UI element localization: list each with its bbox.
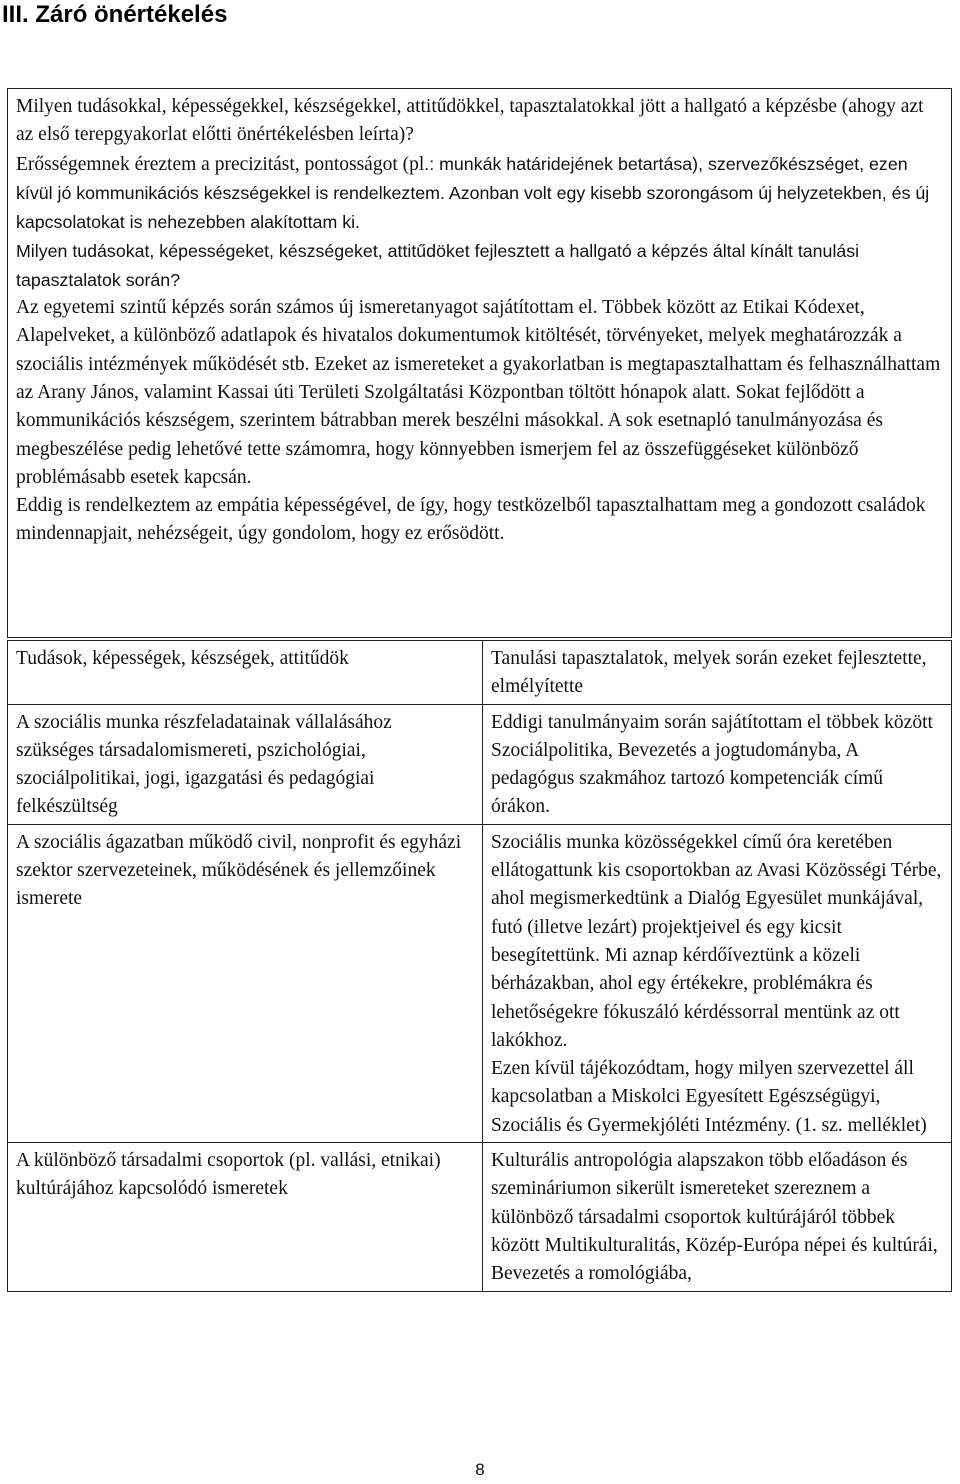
section-title: III. Záró önértékelés <box>2 1 228 28</box>
row-2-left: A szociális ágazatban működő civil, nonprofit és egyházi szektor szervezeteinek, működésének és jellemzőinek ismerete <box>8 824 483 1142</box>
header-left: Tudások, képességek, készségek, attitűdök <box>8 641 483 705</box>
row-1-right: Eddigi tanulmányaim során sajátítottam el többek között Szociálpolitika, Bevezetés a jogtudományba, A pedagógus szakmához tartozó kompetenciák című órákon. <box>483 704 952 824</box>
answer-1 <box>16 150 943 238</box>
row-2-right-para-1: Szociális munka közösségekkel című óra keretében ellátogattunk kis csoportokban az Avasi Közösségi Térbe, ahol megismerkedtünk a Dialóg Egyesület munkájával, futó (illetve lezárt) projektjeivel és egy kicsit besegítettünk. Mi aznap kérdőíveztünk a közeli bérházakban, ahol egy értékekre, problémákra és lehetőségekre fókuszáló kérdéssorral mentünk az ott lakókhoz. <box>491 831 942 1051</box>
table-row <box>8 704 952 824</box>
self-assessment-box <box>7 88 952 638</box>
competency-table <box>7 640 952 1292</box>
question-1: Milyen tudásokkal, képességekkel, készségekkel, attitűdökkel, tapasztalatokkal jött a hallgató a képzésbe (ahogy azt az első terepgyakorlat előtti önértékelésben leírta)? <box>16 96 924 146</box>
row-2-right-para-2: Ezen kívül tájékozódtam, hogy milyen szervezettel áll kapcsolatban a Miskolci Egyesített Egészségügyi, Szociális és Gyermekjóléti Intézmény. (1. sz. melléklet) <box>491 1058 927 1136</box>
table-row <box>8 1143 952 1291</box>
question-2: Milyen tudásokat, képességeket, készségeket, attitűdöket fejlesztett a hallgató a képzés által kínált tanulási tapasztalatok során? <box>16 241 860 290</box>
row-3-right: Kulturális antropológia alapszakon több előadáson és szemináriumon sikerült ismereteket szereznem a különböző társadalmi csoportok kultúrájáról többek között Multikulturalitás, Közép-Európa népei és kultúrái, Bevezetés a romológiába, <box>483 1143 952 1291</box>
table-row <box>8 824 952 1142</box>
header-right: Tanulási tapasztalatok, melyek során ezeket fejlesztette, elmélyítette <box>483 641 952 705</box>
answer-1-part-2: .: munkák határidejének betartása), szervezőkészséget, ezen kívül jó kommunikációs készségekkel is rendelkeztem. Azonban volt egy kisebb szorongásom új helyzetekben, és új kapcsolatokat is nehezebben alakítottam ki. <box>16 153 930 233</box>
page-number: 8 <box>475 1460 485 1479</box>
answer-1-part-1: Erősségemnek éreztem a precizitást, pontosságot (pl <box>16 153 425 175</box>
row-1-left: A szociális munka részfeladatainak vállalásához szükséges társadalomismereti, pszichológiai, szociálpolitikai, jogi, igazgatási és pedagógiai felkészültség <box>8 704 483 824</box>
table-header-row <box>8 641 952 705</box>
row-2-right <box>483 824 952 1142</box>
row-3-left: A különböző társadalmi csoportok (pl. vallási, etnikai) kultúrájához kapcsolódó ismeretek <box>8 1143 483 1291</box>
answer-2: Az egyetemi szintű képzés során számos új ismeretanyagot sajátítottam el. Többek között az Etikai Kódexet, Alapelveket, a különböző adatlapok és hivatalos dokumentumok kitöltését, törvényeket, melyek meghatározzák a szociális intézmények működését stb. Ezeket az ismereteket a gyakorlatban is megtapasztalhattam és felhasználhattam az Arany János, valamint Kassai úti Területi Szolgáltatási Központban töltött hónapok alatt. Sokat fejlődött a kommunikációs készségem, szerintem bátrabban merek beszélni másokkal. A sok esetnapló tanulmányozása és megbeszélése pedig lehetővé tette számomra, hogy könnyebben ismerjem fel az összefüggéseket különböző problémásabb esetek kapcsán. <box>16 297 941 488</box>
answer-3: Eddig is rendelkeztem az empátia képességével, de így, hogy testközelből tapasztalhattam meg a gondozott családok mindennapjait, nehézségeit, úgy gondolom, hogy ez erősödött. <box>16 495 926 545</box>
